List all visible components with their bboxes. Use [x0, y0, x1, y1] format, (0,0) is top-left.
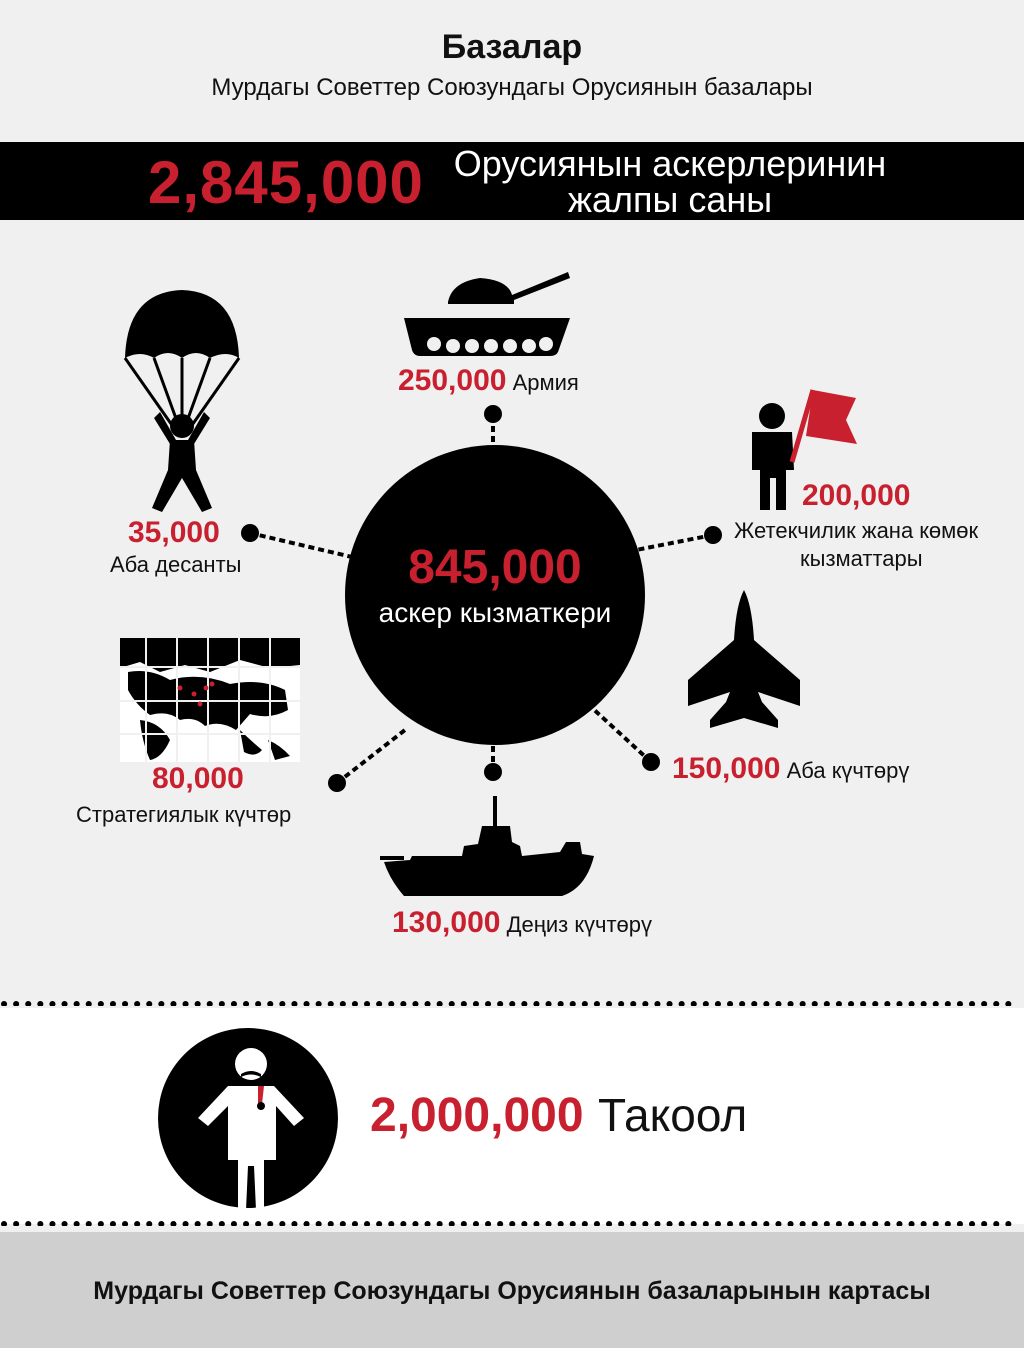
connector-airborne: [250, 533, 352, 557]
parachute-icon: [125, 290, 239, 512]
tank-icon: [404, 272, 570, 356]
air-force-label: [672, 752, 909, 786]
reserve-label: [370, 1088, 747, 1143]
reserve-value: 2,000,000: [370, 1089, 584, 1142]
connector-support: [636, 535, 713, 550]
support-caption-line2: кызматтары: [800, 546, 923, 571]
total-description-line2: жалпы саны: [567, 179, 773, 220]
connector-air: [590, 706, 651, 762]
airborne-caption: Аба десанты: [110, 552, 242, 577]
dot-airborne: [241, 524, 259, 542]
center-label: [345, 540, 645, 629]
airborne-value-text: 35,000: [128, 516, 220, 549]
air-force-value: 150,000: [672, 752, 781, 785]
reservist-icon: [158, 1028, 338, 1208]
airborne-value: [128, 516, 220, 550]
support-value: [802, 479, 910, 513]
center-caption: аскер кызматкери: [378, 597, 612, 628]
strategic-value: [152, 762, 244, 796]
army-label: [398, 364, 579, 398]
jet-icon: [688, 590, 800, 728]
support-value-text: 200,000: [802, 479, 911, 512]
army-caption: Армия: [512, 370, 579, 395]
dot-navy: [484, 763, 502, 781]
strategic-value-text: 80,000: [152, 762, 244, 795]
footer-text: Мурдагы Советтер Союзундагы Орусиянын базаларынын картасы: [93, 1277, 931, 1305]
dot-air: [642, 753, 660, 771]
dot-support: [704, 526, 722, 544]
ship-icon: [380, 796, 594, 896]
strategic-caption: Стратегиялык күчтөр: [76, 802, 292, 827]
center-value: 845,000: [408, 541, 582, 594]
total-value: 2,845,000: [148, 149, 424, 216]
footer: [0, 1232, 1024, 1348]
air-force-caption: Аба күчтөрү: [786, 758, 910, 783]
dot-strategic: [328, 774, 346, 792]
total-description-line1: Орусиянын аскерлеринин: [453, 143, 887, 184]
navy-caption: Деңиз күчтөрү: [506, 912, 652, 937]
dot-army: [484, 405, 502, 423]
map-icon: [120, 638, 300, 762]
connector-strategic: [337, 730, 405, 783]
navy-value: 130,000: [392, 906, 501, 939]
page-subtitle: Мурдагы Советтер Союзундагы Орусиянын базалары: [211, 74, 813, 101]
army-value: 250,000: [398, 364, 507, 397]
reserve-section: [0, 1008, 1024, 1224]
divider-bottom: [0, 1218, 1024, 1226]
support-caption-line1: Жетекчилик жана көмөк: [734, 518, 979, 543]
navy-label: [392, 906, 652, 940]
divider-top: [0, 998, 1024, 1006]
reserve-caption: Такоол: [598, 1089, 748, 1141]
page-title: Базалар: [441, 28, 583, 66]
